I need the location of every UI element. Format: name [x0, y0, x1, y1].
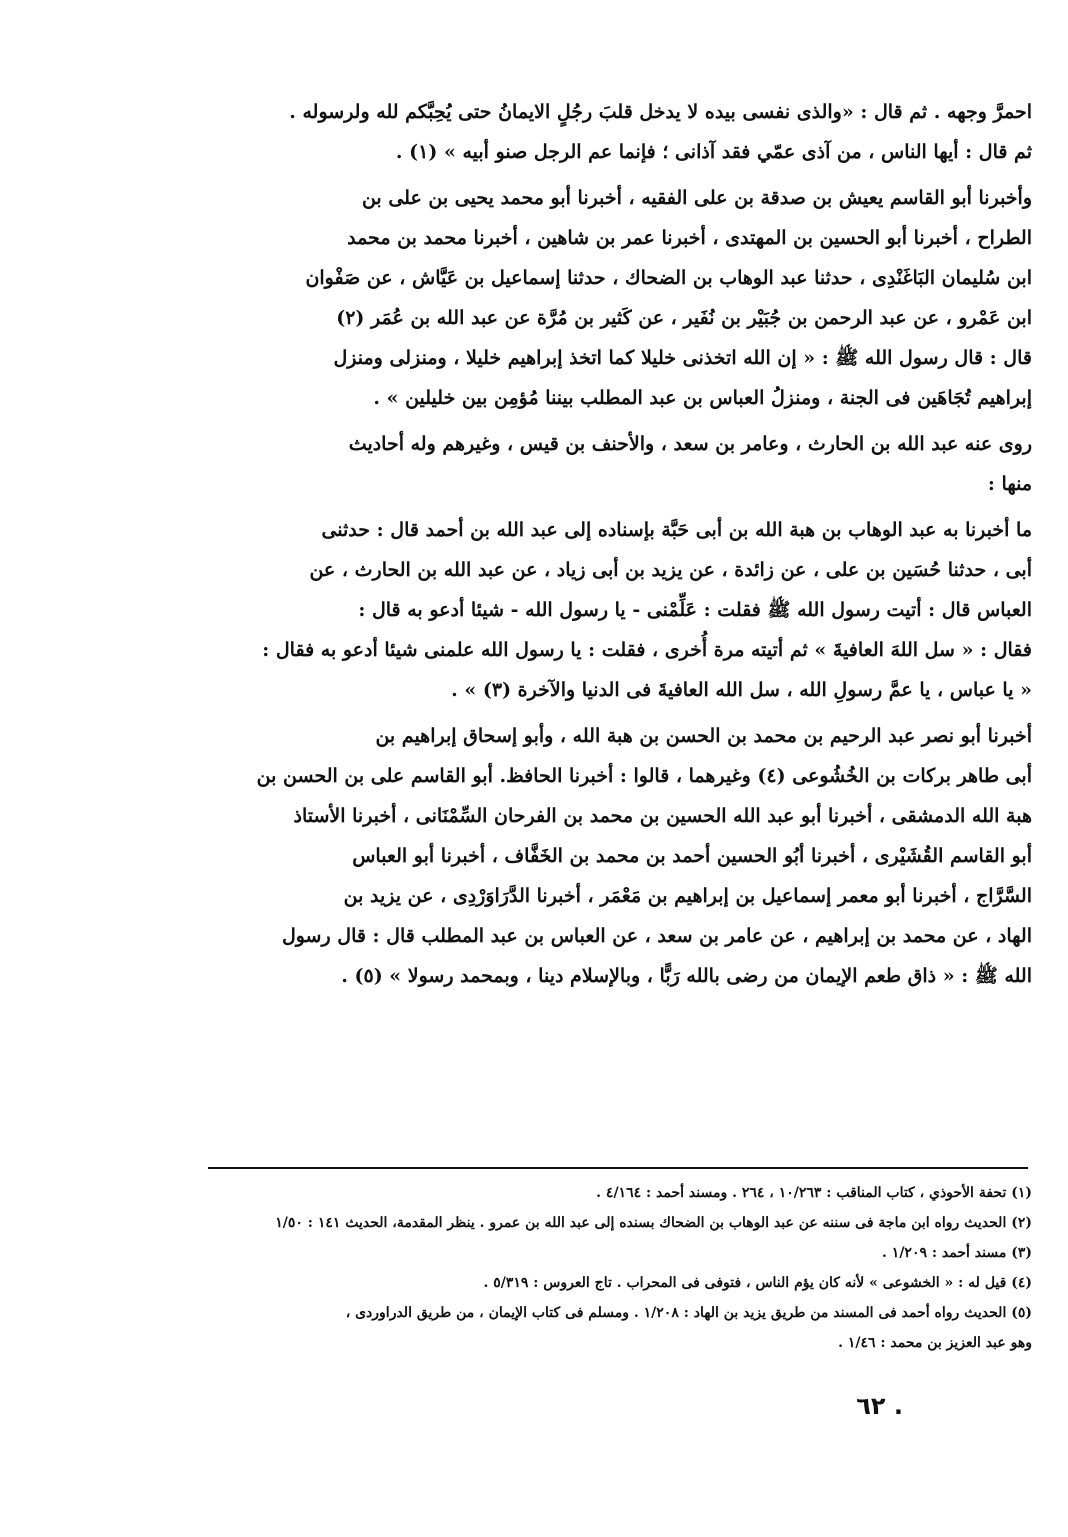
text-line: فقال : « سل اللهَ العافيةَ » ثم أتيته مرة أُخرى ، فقلت : يا رسول الله علمنى شيئا أدعو به فقال :: [262, 639, 1032, 661]
text-line: منها :: [987, 473, 1032, 495]
text-line: ابن سُليمان البَاغَنْدِى ، حدثنا عبد الوهاب بن الضحاك ، حدثنا إسماعيل بن عَيَّاش ، عن صَفْوان: [305, 267, 1032, 289]
footnote-divider: [208, 1167, 1028, 1169]
text-line: وأخبرنا أبو القاسم يعيش بن صدقة بن على الفقيه ، أخبرنا أبو محمد يحيى بن على بن: [361, 187, 1032, 209]
text-line: روى عنه عبد الله بن الحارث ، وعامر بن سعد ، والأحنف بن قيس ، وغيرهم وله أحاديث: [348, 433, 1032, 455]
text-line: ما أخبرنا به عبد الوهاب بن هبة الله بن أبى حَبَّة بإسناده إلى عبد الله بن أحمد قال : حدثنى: [321, 519, 1032, 541]
text-line: الله ﷺ : « ذاق طعم الإيمان من رضى بالله رَبًّا ، وبالإسلام دينا ، وبمحمد رسولا » (٥) .: [341, 965, 1032, 987]
footnote: وهو عبد العزيز بن محمد : ١/٤٦ .: [838, 1335, 1032, 1351]
text-line: أخبرنا أبو نصر عبد الرحيم بن محمد بن الحسن بن هبة الله ، وأبو إسحاق إبراهيم بن: [375, 725, 1032, 747]
text-line: العباس قال : أتيت رسول الله ﷺ فقلت : عَلِّمْنى - يا رسول الله - شيئا أدعو به قال :: [358, 599, 1032, 621]
text-line: قال : قال رسول الله ﷺ : « إن الله اتخذنى خليلا كما اتخذ إبراهيم خليلا ، ومنزلى ومنزل: [333, 347, 1032, 369]
footnote: (١) تحفة الأحوذي ، كتاب المناقب : ١٠/٢٦٣ ، ٢٦٤ . ومسند أحمد : ٤/١٦٤ .: [596, 1185, 1032, 1201]
page-number: . ٦٢: [856, 1392, 903, 1420]
text-line: أبى طاهر بركات بن الخُشُوعى (٤) وغيرهما ، قالوا : أخبرنا الحافظ. أبو القاسم على بن الحسن بن: [256, 765, 1032, 787]
text-line: ثم قال : أيها الناس ، من آذى عمّي فقد آذانى ؛ فإنما عم الرجل صنو أبيه » (١) .: [395, 141, 1032, 163]
text-line: الهاد ، عن محمد بن إبراهيم ، عن عامر بن سعد ، عن العباس بن عبد المطلب قال : قال رسول: [281, 925, 1032, 947]
main-text: [40, 92, 1032, 996]
text-line: احمرَّ وجهه . ثم قال : «والذى نفسى بيده لا يدخل قلبَ رجُلٍ الايمانُ حتى يُحِبَّكم لله ولرسوله .: [289, 101, 1032, 123]
text-line: السَّرَّاج ، أخبرنا أبو معمر إسماعيل بن إبراهيم بن مَعْمَر ، أخبرنا الدَّرَاوَرْدِى ، عن يزيد بن: [343, 885, 1032, 907]
text-line: « يا عباس ، يا عمَّ رسولِ الله ، سل الله العافيةَ فى الدنيا والآخرة (٣) » .: [451, 679, 1032, 701]
text-line: ابن عَمْرو ، عن عبد الرحمن بن جُبَيْر بن نُفَير ، عن كَثير بن مُرَّة عن عبد الله بن عُمَر (٢): [336, 307, 1032, 329]
footnotes: [40, 1178, 1032, 1358]
text-line: هبة الله الدمشقى ، أخبرنا أبو عبد الله الحسين بن محمد بن الفرحان السِّمْنَانى ، أخبرنا الأستاذ: [293, 805, 1032, 827]
text-line: أبى ، حدثنا حُسَين بن على ، عن زائدة ، عن يزيد بن أبى زياد ، عن عبد الله بن الحارث ، عن: [309, 559, 1032, 581]
footnote: (٢) الحديث رواه ابن ماجة فى سننه عن عبد الوهاب بن الضحاك بسنده إلى عبد الله بن عمرو . ينظر المقدمة، الحديث ١٤١ : ١/٥٠: [275, 1215, 1032, 1231]
footnote: (٤) قيل له : « الخشوعى » لأنه كان يؤم الناس ، فتوفى فى المحراب . تاج العروس : ٥/٣١٩ .: [483, 1275, 1032, 1291]
text-line: إبراهيم تُجَاهَين فى الجنة ، ومنزلُ العباس بن عبد المطلب بيننا مُؤمِن بين خليلين » .: [373, 387, 1032, 409]
footnote: (٥) الحديث رواه أحمد فى المسند من طريق يزيد بن الهاد : ١/٢٠٨ . ومسلم فى كتاب الإيمان ، من طريق الدراوردى ،: [345, 1305, 1032, 1321]
text-line: أبو القاسم القُشَيْرى ، أخبرنا أبُو الحسين أحمد بن محمد بن الخَفَّاف ، أخبرنا أبو العباس: [352, 845, 1032, 867]
footnote: (٣) مسند أحمد : ١/٢٠٩ .: [882, 1245, 1032, 1261]
text-line: الطراح ، أخبرنا أبو الحسين بن المهتدى ، أخبرنا عمر بن شاهين ، أخبرنا محمد بن محمد: [347, 227, 1032, 249]
